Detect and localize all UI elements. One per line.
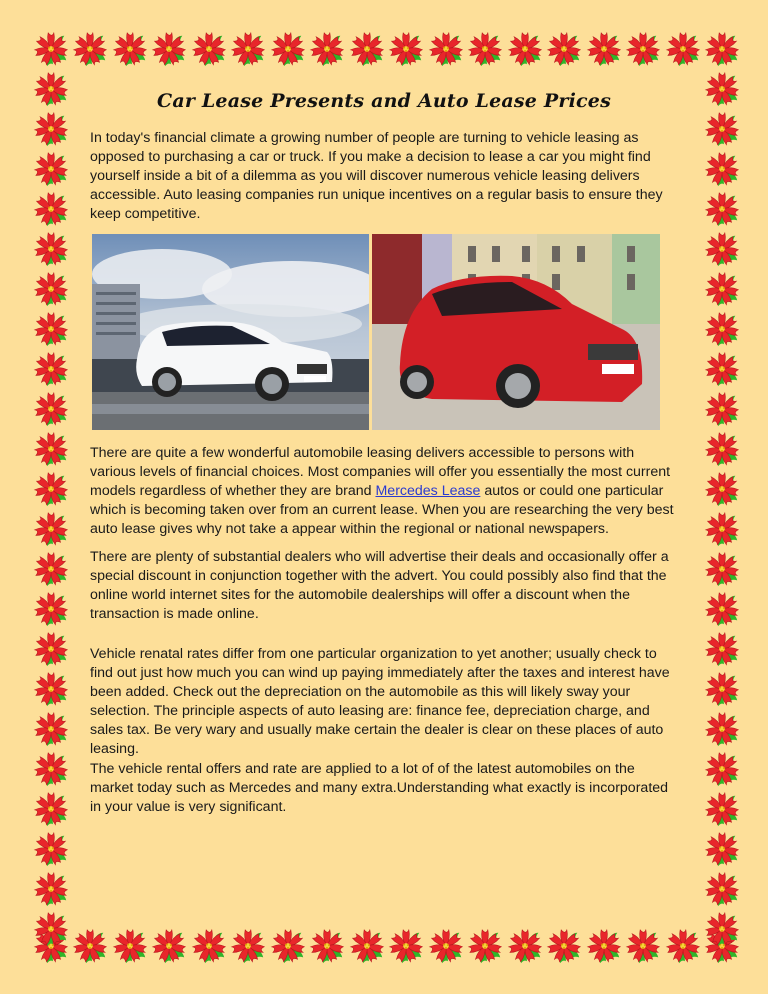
poinsettia-icon: [702, 229, 742, 269]
poinsettia-icon: [702, 909, 742, 949]
poinsettia-icon: [426, 29, 466, 69]
poinsettia-icon: [31, 629, 71, 669]
poinsettia-icon: [702, 869, 742, 909]
poinsettia-icon: [268, 29, 308, 69]
poinsettia-icon: [189, 926, 229, 966]
poinsettia-icon: [31, 869, 71, 909]
poinsettia-icon: [702, 629, 742, 669]
page-title: Car Lease Presents and Auto Lease Prices: [157, 90, 611, 112]
poinsettia-icon: [150, 29, 190, 69]
poinsettia-icon: [31, 29, 71, 69]
poinsettia-icon: [31, 669, 71, 709]
poinsettia-icon: [505, 926, 545, 966]
poinsettia-icon: [703, 29, 743, 69]
poinsettia-icon: [308, 29, 348, 69]
poinsettia-icon: [31, 469, 71, 509]
poinsettia-icon: [71, 926, 111, 966]
poinsettia-icon: [702, 389, 742, 429]
poinsettia-icon: [505, 29, 545, 69]
poinsettia-icon: [663, 926, 703, 966]
poinsettia-icon: [347, 29, 387, 69]
paragraph-conclusion: The vehicle rental offers and rate are applied to a lot of of the latest automobiles on the market today such as Mercedes and many extra.Understanding what exactly is incorporated in your value is very significant.: [90, 761, 669, 815]
poinsettia-icon: [545, 29, 585, 69]
poinsettia-icon: [702, 189, 742, 229]
poinsettia-icon: [387, 29, 427, 69]
poinsettia-icon: [584, 926, 624, 966]
poinsettia-icon: [702, 589, 742, 629]
mercedes-lease-link[interactable]: Mercedes Lease: [375, 483, 481, 499]
poinsettia-icon: [31, 749, 71, 789]
poinsettia-icon: [702, 749, 742, 789]
poinsettia-icon: [702, 789, 742, 829]
poinsettia-icon: [387, 926, 427, 966]
poinsettia-icon: [347, 926, 387, 966]
poinsettia-icon: [426, 926, 466, 966]
poinsettia-icon: [702, 509, 742, 549]
poinsettia-icon: [31, 149, 71, 189]
poinsettia-icon: [268, 926, 308, 966]
white-mercedes-photo: [92, 234, 369, 430]
poinsettia-icon: [31, 509, 71, 549]
poinsettia-icon: [545, 926, 585, 966]
paragraph-dealers: There are plenty of substantial dealers who will advertise their deals and occasionally offer a special discount in conjunction together with the advert. You could possibly also find that the online world internet sites for the automobile dealerships will offer a discount when the transaction is made online.: [90, 549, 669, 622]
poinsettia-icon: [702, 709, 742, 749]
poinsettia-icon: [702, 549, 742, 589]
poinsettia-icon: [702, 349, 742, 389]
poinsettia-icon: [308, 926, 348, 966]
paragraph-rates: Vehicle renatal rates differ from one particular organization to yet another; usually check to find out just how much you can wind up paying immediately after the taxes and interest have been added. Check out the depreciation on the automobile as this will likely sway your selection. The principle aspects of auto leasing are: finance fee, depreciation charge, and sales tax. Be very wary and usually make certain the dealer is clear on these places of auto leasing.: [90, 646, 670, 757]
poinsettia-icon: [31, 789, 71, 829]
paragraph-text: There are quite a few wonderful automobile leasing delivers accessible to persons with various levels of financial choices. Most companies will offer you essentially the most current models regardless of whether they are brand: [90, 445, 671, 499]
poinsettia-icon: [584, 29, 624, 69]
poinsettia-icon: [466, 926, 506, 966]
poinsettia-icon: [624, 29, 664, 69]
poinsettia-icon: [189, 29, 229, 69]
red-mercedes-photo: [372, 234, 660, 430]
paragraph-text: autos or could one particular which is becoming taken over from an current lease. When you are researching the very best auto lease gives why not take a appear within the regional or national newspapers.: [90, 483, 674, 537]
poinsettia-icon: [229, 29, 269, 69]
poinsettia-icon: [150, 926, 190, 966]
poinsettia-icon: [702, 429, 742, 469]
poinsettia-icon: [466, 29, 506, 69]
poinsettia-icon: [702, 669, 742, 709]
poinsettia-icon: [31, 309, 71, 349]
poinsettia-icon: [229, 926, 269, 966]
poinsettia-icon: [702, 829, 742, 869]
poinsettia-icon: [31, 429, 71, 469]
poinsettia-icon: [31, 229, 71, 269]
poinsettia-icon: [663, 29, 703, 69]
poinsettia-icon: [31, 389, 71, 429]
poinsettia-icon: [702, 469, 742, 509]
poinsettia-icon: [31, 909, 71, 949]
poinsettia-border-bottom: [31, 926, 742, 966]
poinsettia-icon: [702, 309, 742, 349]
poinsettia-icon: [31, 269, 71, 309]
paragraph-leasing-offers: [90, 444, 680, 539]
poinsettia-icon: [71, 29, 111, 69]
poinsettia-icon: [702, 269, 742, 309]
poinsettia-icon: [110, 926, 150, 966]
poinsettia-icon: [31, 829, 71, 869]
poinsettia-icon: [31, 549, 71, 589]
poinsettia-icon: [31, 109, 71, 149]
poinsettia-icon: [702, 149, 742, 189]
poinsettia-icon: [31, 589, 71, 629]
paragraph-intro: In today's financial climate a growing number of people are turning to vehicle leasing as opposed to purchasing a car or truck. If you make a decision to lease a car you might find yourself inside a bit of a dilemma as you will discover numerous vehicle leasing delivers accessible. Auto leasing companies run unique incentives on a regular basis to ensure they keep competitive.: [90, 130, 663, 222]
poinsettia-icon: [110, 29, 150, 69]
poinsettia-icon: [31, 709, 71, 749]
poinsettia-icon: [31, 349, 71, 389]
poinsettia-icon: [624, 926, 664, 966]
poinsettia-icon: [702, 109, 742, 149]
poinsettia-border-top: [31, 29, 742, 69]
poinsettia-icon: [31, 189, 71, 229]
poinsettia-border-left: [31, 69, 71, 949]
poinsettia-border-right: [702, 69, 742, 949]
